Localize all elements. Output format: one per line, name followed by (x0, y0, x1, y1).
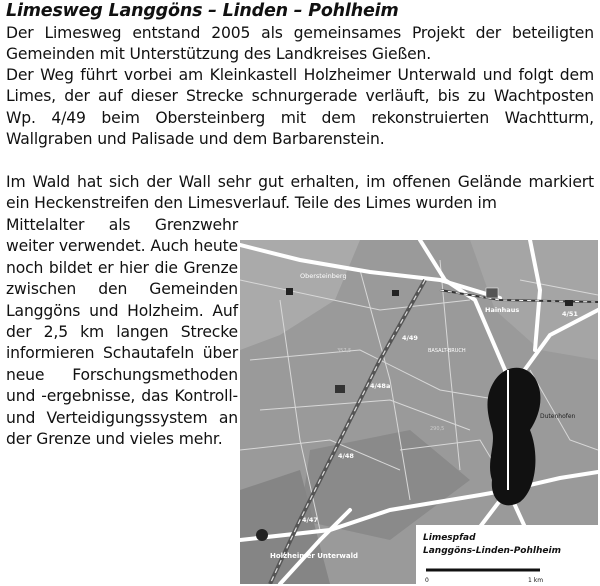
map-label-4-49: 4/49 (402, 334, 418, 342)
article-title: Limesweg Langgöns – Linden – Pohlheim (6, 1, 399, 21)
map-label-4-51: 4/51 (562, 310, 578, 318)
map-label-dutenhofen: Dutenhofen (540, 413, 576, 420)
map-label-4-47: 4/47 (302, 516, 318, 524)
map-label-basalt-bruch: BASALT-BRUCH (428, 348, 466, 354)
map-label-4-48a: 4/48a (370, 382, 391, 390)
paragraph-wall: Im Wald hat sich der Wall sehr gut erhalten, im offenen Gelände markiert ein Heckenstreifen den Limesverlauf. Teile des Limes wurden im (6, 173, 594, 213)
map-legend (416, 525, 598, 584)
legend-title: Limespfad (423, 533, 476, 543)
map-label-obersteinberg: Obersteinberg (300, 272, 347, 280)
map-label-4-48: 4/48 (338, 452, 354, 460)
map-label-hoehe-357: 357,5 (337, 348, 352, 354)
legend-subtitle: Langgöns-Linden-Pohlheim (423, 546, 561, 556)
legend-scale-start: 0 (425, 577, 429, 584)
route-map (240, 240, 598, 584)
paragraph-wall-continued: Mittelalter als Grenzwehr weiter verwendet. Auch heute noch bildet er hier die Grenze zwischen den Gemeinden Langgöns und Holzheim. Auf der 2,5 km langen Strecke informieren Schautafeln über neue Forschungsmethoden und -ergebnisse, das Kontroll- und Verteidigungssystem an der Grenze und vieles mehr. (6, 216, 238, 449)
paragraph-intro: Der Limesweg entstand 2005 als gemeinsames Projekt der beteiligten Gemeinden mit Unterstützung des Landkreises Gießen. (6, 24, 594, 64)
map-label-holzheimer-unterwald: Holzheimer Unterwald (270, 552, 359, 560)
map-label-hainhaus: Hainhaus (485, 306, 520, 314)
legend-scale-end: 1 km (528, 577, 544, 584)
map-label-hoehe-290: 290,5 (430, 426, 445, 432)
paragraph-route: Der Weg führt vorbei am Kleinkastell Holzheimer Unterwald und folgt dem Limes, der auf dieser Strecke schnurgerade verläuft, bis zu Wachtposten Wp. 4/49 beim Obersteinberg mit dem rekonstruierten Wachtturm, Wallgraben und Palisade und dem Barbarenstein. (6, 66, 594, 149)
